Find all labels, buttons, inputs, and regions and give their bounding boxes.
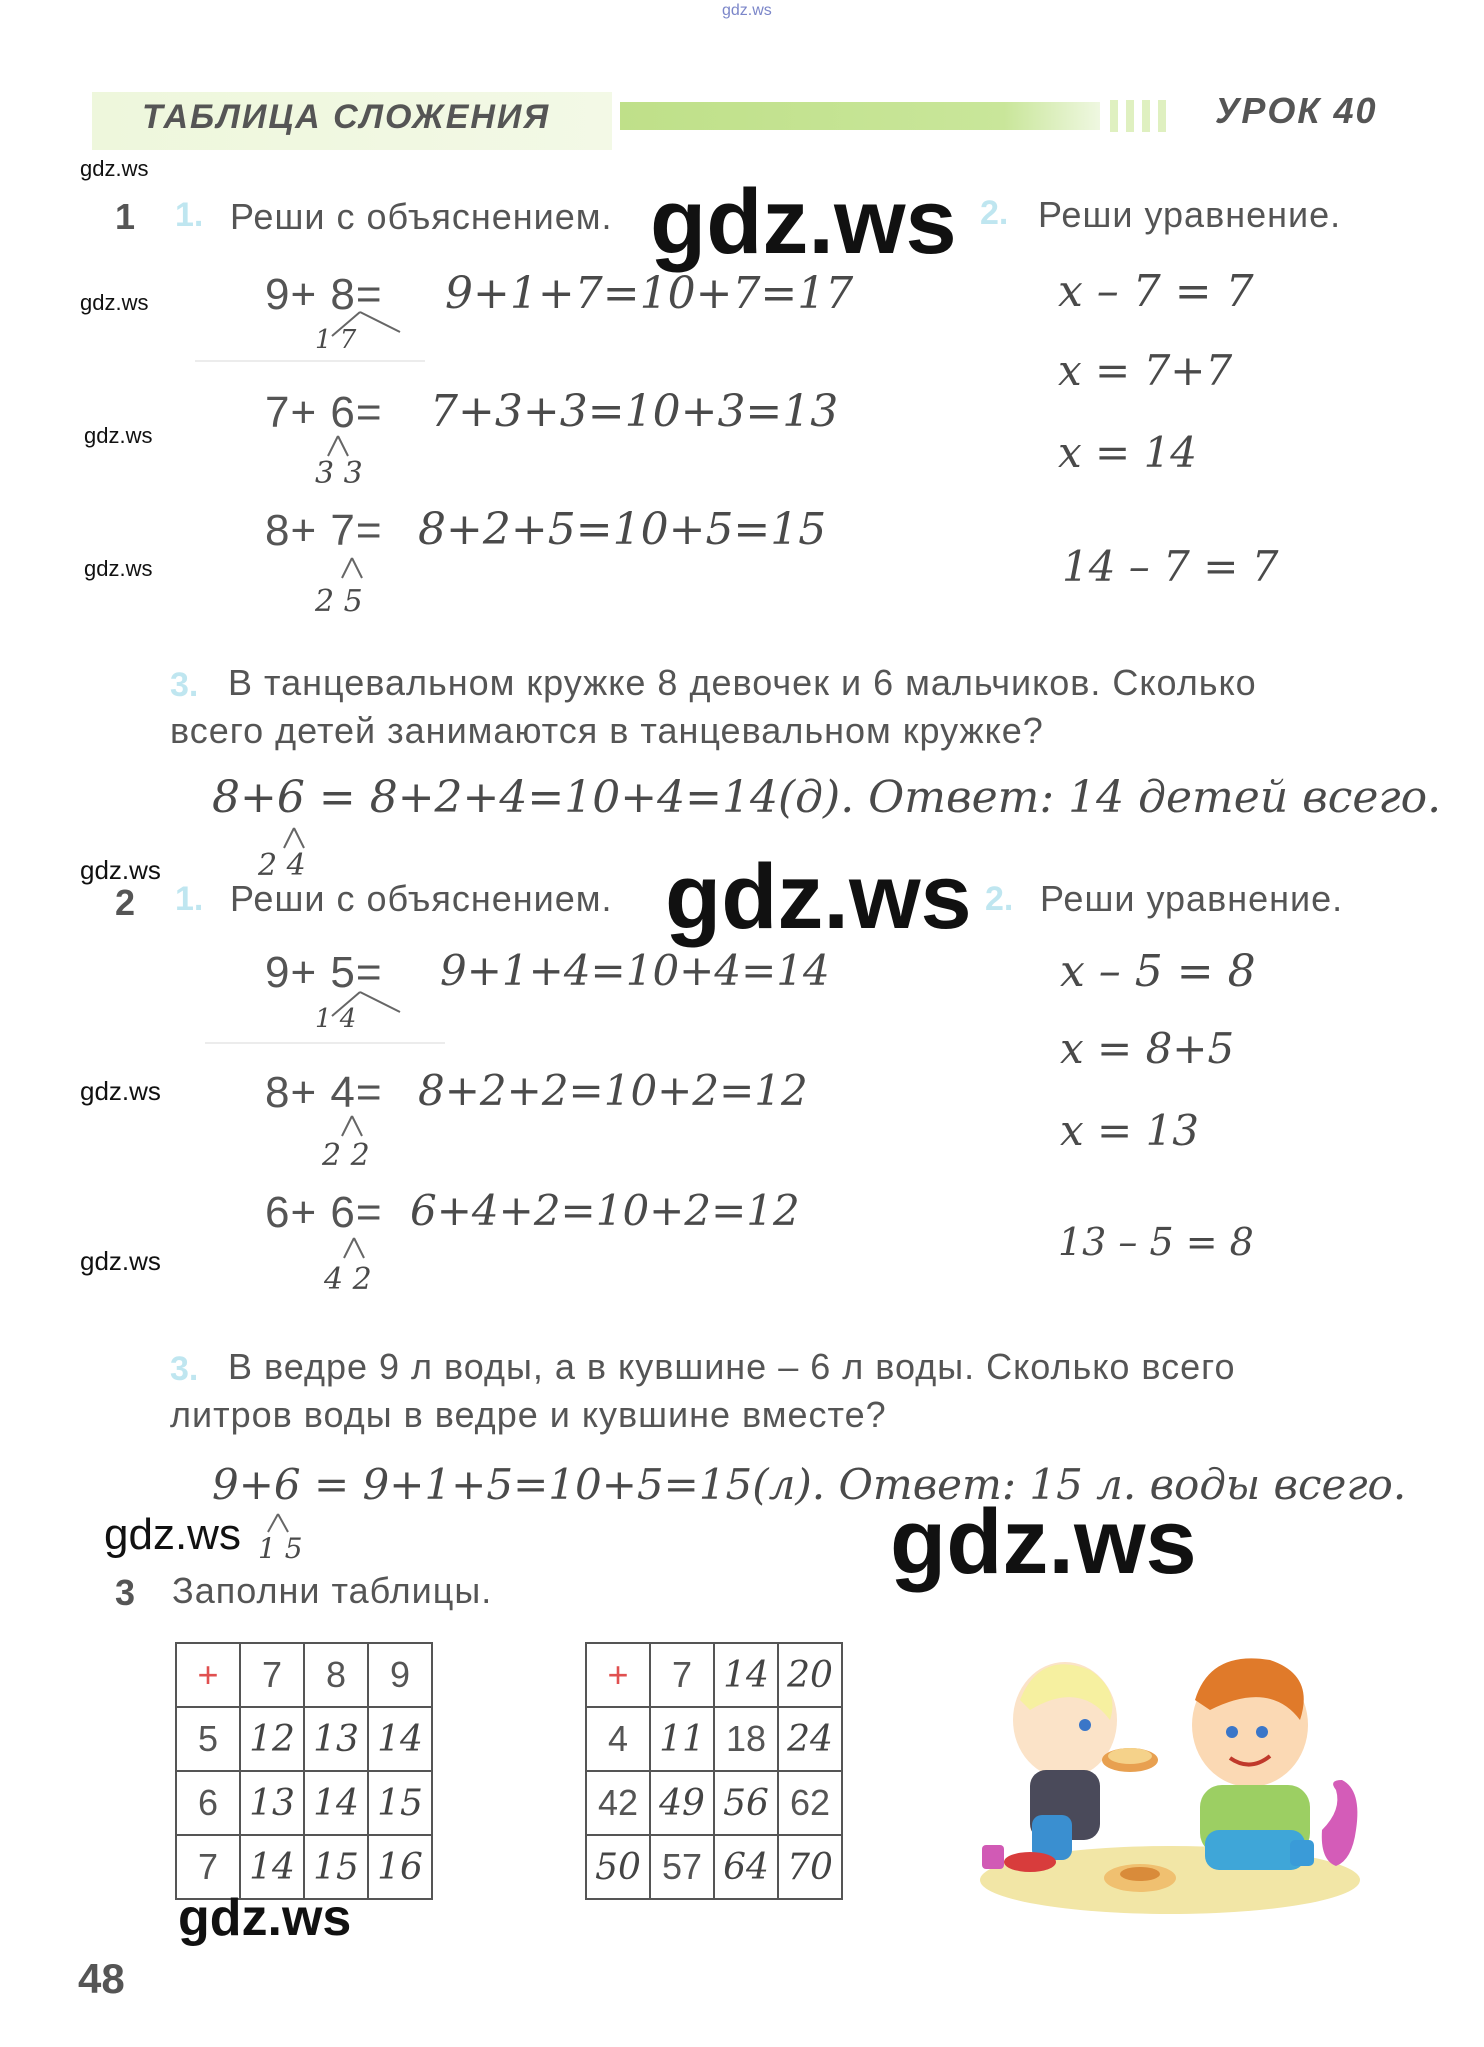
table-cell: 15 bbox=[368, 1771, 432, 1835]
table-row bbox=[586, 1835, 842, 1899]
watermark: gdz.ws bbox=[80, 855, 161, 885]
addition-table-1 bbox=[175, 1642, 433, 1900]
split-lines bbox=[262, 1512, 302, 1534]
equation-step: x = 7+7 bbox=[1058, 346, 1233, 395]
section-number: 2 bbox=[115, 882, 136, 923]
example-split: 4 2 bbox=[324, 1262, 372, 1297]
table-cell: 57 bbox=[650, 1835, 714, 1899]
table-cell: 18 bbox=[714, 1707, 778, 1771]
table-cell: 42 bbox=[586, 1771, 650, 1835]
divider bbox=[195, 360, 425, 362]
section-number: 1 bbox=[115, 196, 136, 237]
example-split: 1 4 bbox=[315, 1004, 357, 1034]
task-number: 2. bbox=[985, 880, 1014, 918]
example-split: 3 3 bbox=[315, 456, 363, 491]
table-cell: 5 bbox=[176, 1707, 240, 1771]
table-cell: 56 bbox=[714, 1771, 778, 1835]
watermark: gdz.ws bbox=[665, 846, 972, 948]
example-split: 2 5 bbox=[315, 584, 363, 619]
task-number: 3. bbox=[170, 666, 199, 704]
example-split: 1 7 bbox=[315, 325, 357, 355]
example-expression: 6+ 6= bbox=[265, 1188, 383, 1237]
table-row bbox=[586, 1643, 842, 1707]
table-cell: 12 bbox=[240, 1707, 304, 1771]
watermark: gdz.ws bbox=[80, 1076, 161, 1106]
table-cell: 20 bbox=[778, 1643, 842, 1707]
watermark: gdz.ws bbox=[84, 556, 153, 581]
example-solution: 9+1+4=10+4=14 bbox=[440, 946, 830, 995]
equation-given: x – 5 = 8 bbox=[1060, 946, 1256, 997]
example-solution: 6+4+2=10+2=12 bbox=[410, 1186, 800, 1235]
split-lines bbox=[320, 310, 410, 340]
task-number: 2. bbox=[980, 194, 1009, 232]
watermark: gdz.ws bbox=[104, 1510, 241, 1559]
example-solution: 8+2+2=10+2=12 bbox=[418, 1066, 808, 1115]
table-cell: 7 bbox=[650, 1643, 714, 1707]
table-cell: 14 bbox=[240, 1835, 304, 1899]
split-lines bbox=[336, 556, 376, 582]
table-row bbox=[586, 1707, 842, 1771]
task-solution: 8+6 = 8+2+4=10+4=14(д). Ответ: 14 детей всего. bbox=[212, 772, 1442, 823]
watermark: gdz.ws bbox=[84, 423, 153, 448]
table-row bbox=[176, 1643, 432, 1707]
example-expression: 8+ 7= bbox=[265, 506, 383, 555]
table-row bbox=[176, 1771, 432, 1835]
task-number: 1. bbox=[175, 880, 204, 918]
example-expression: 7+ 6= bbox=[265, 388, 383, 437]
task-split: 1 5 bbox=[258, 1532, 303, 1565]
table-cell: 14 bbox=[304, 1771, 368, 1835]
lesson-label: УРОК 40 bbox=[1215, 90, 1378, 131]
equation-check: 13 – 5 = 8 bbox=[1058, 1220, 1254, 1264]
table-cell: 6 bbox=[176, 1771, 240, 1835]
table-cell: 14 bbox=[714, 1643, 778, 1707]
table-cell: 11 bbox=[650, 1707, 714, 1771]
equation-step: x = 8+5 bbox=[1060, 1024, 1235, 1073]
divider bbox=[205, 1042, 445, 1044]
task-text: Реши с объяснением. bbox=[230, 196, 613, 237]
watermark: gdz.ws bbox=[80, 290, 149, 315]
table-cell: 14 bbox=[368, 1707, 432, 1771]
example-solution: 9+1+7=10+7=17 bbox=[445, 268, 854, 319]
task-text: Реши уравнение. bbox=[1040, 878, 1344, 919]
page-title: ТАБЛИЦА СЛОЖЕНИЯ bbox=[142, 98, 551, 136]
watermark: gdz.ws bbox=[80, 1246, 161, 1276]
table-cell: 7 bbox=[176, 1835, 240, 1899]
table-cell: 13 bbox=[304, 1707, 368, 1771]
equation-check: 14 – 7 = 7 bbox=[1062, 542, 1279, 591]
children-illustration bbox=[970, 1640, 1370, 1920]
task-text-line: всего детей занимаются в танцевальном кружке? bbox=[170, 710, 1044, 751]
table-cell: 15 bbox=[304, 1835, 368, 1899]
task-text: Реши уравнение. bbox=[1038, 194, 1342, 235]
example-split: 2 2 bbox=[322, 1138, 370, 1173]
task-number: 3. bbox=[170, 1350, 199, 1388]
table-cell: + bbox=[586, 1643, 650, 1707]
example-solution: 7+3+3=10+3=13 bbox=[430, 386, 839, 437]
table-cell: 7 bbox=[240, 1643, 304, 1707]
task-solution: 9+6 = 9+1+5=10+5=15(л). Ответ: 15 л. воды всего. bbox=[212, 1460, 1407, 1509]
split-lines bbox=[322, 434, 362, 460]
table-cell: 50 bbox=[586, 1835, 650, 1899]
table-cell: 49 bbox=[650, 1771, 714, 1835]
task-text: Реши с объяснением. bbox=[230, 878, 613, 919]
example-solution: 8+2+5=10+5=15 bbox=[418, 504, 827, 555]
top-watermark: gdz.ws bbox=[722, 2, 772, 19]
split-lines bbox=[320, 990, 410, 1020]
table-cell: 9 bbox=[368, 1643, 432, 1707]
equation-step: x = 13 bbox=[1060, 1106, 1200, 1155]
watermark: gdz.ws bbox=[890, 1491, 1197, 1593]
table-cell: 64 bbox=[714, 1835, 778, 1899]
example-expression: 9+ 5= bbox=[265, 948, 383, 997]
equation-step: x = 14 bbox=[1058, 428, 1198, 477]
watermark: gdz.ws bbox=[178, 1889, 352, 1947]
header-bars bbox=[1110, 100, 1166, 132]
table-cell: 24 bbox=[778, 1707, 842, 1771]
example-expression: 8+ 4= bbox=[265, 1068, 383, 1117]
table-cell: 62 bbox=[778, 1771, 842, 1835]
section-number: 3 bbox=[115, 1572, 136, 1613]
task-split: 2 4 bbox=[258, 848, 306, 883]
equation-given: x – 7 = 7 bbox=[1058, 266, 1254, 317]
table-cell: + bbox=[176, 1643, 240, 1707]
header-stripe bbox=[620, 102, 1100, 130]
task-text-line: литров воды в ведре и кувшине вместе? bbox=[170, 1394, 887, 1435]
task-text-line: В ведре 9 л воды, а в кувшине – 6 л воды. Сколько всего bbox=[228, 1346, 1236, 1387]
table-cell: 13 bbox=[240, 1771, 304, 1835]
watermark: gdz.ws bbox=[650, 171, 957, 273]
addition-table-2 bbox=[585, 1642, 843, 1900]
table-cell: 16 bbox=[368, 1835, 432, 1899]
example-expression: 9+ 8= bbox=[265, 270, 383, 319]
watermark: gdz.ws bbox=[80, 156, 149, 181]
table-cell: 70 bbox=[778, 1835, 842, 1899]
table-row bbox=[176, 1707, 432, 1771]
task-text: Заполни таблицы. bbox=[172, 1570, 493, 1611]
table-row bbox=[586, 1771, 842, 1835]
split-lines bbox=[338, 1236, 378, 1262]
task-text-line: В танцевальном кружке 8 девочек и 6 мальчиков. Сколько bbox=[228, 662, 1257, 703]
table-cell: 8 bbox=[304, 1643, 368, 1707]
table-cell: 4 bbox=[586, 1707, 650, 1771]
split-lines bbox=[336, 1114, 376, 1140]
task-number: 1. bbox=[175, 196, 204, 234]
page-number: 48 bbox=[78, 1955, 125, 2002]
